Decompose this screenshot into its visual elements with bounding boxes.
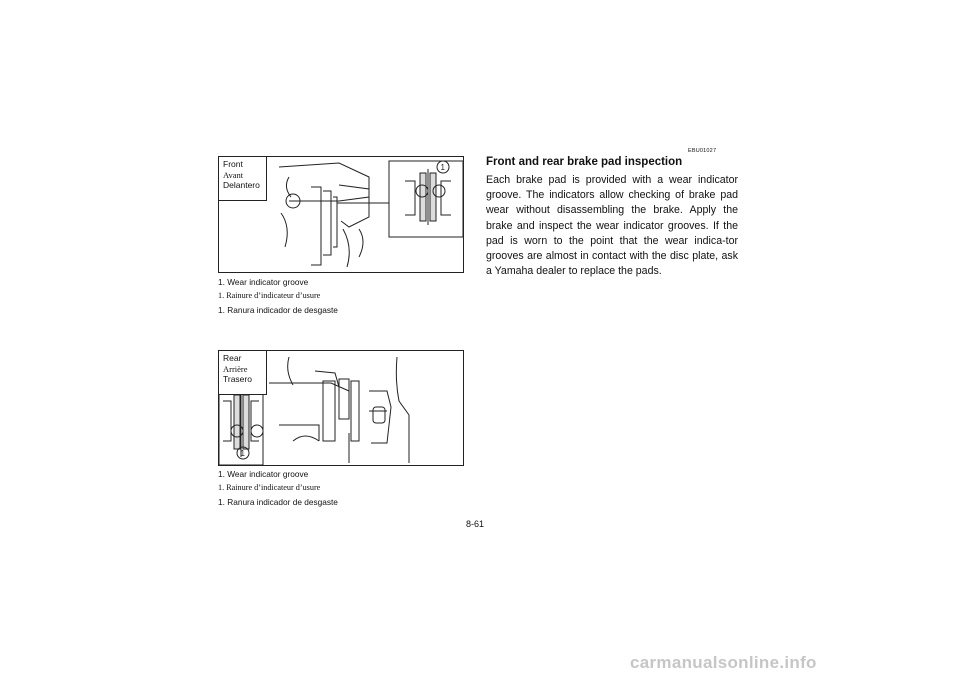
rear-figure-caption: [218, 467, 338, 509]
label-fr: Arrière: [223, 363, 248, 374]
caption-en: 1. Wear indicator groove: [218, 277, 309, 287]
caption-fr: 1. Rainure d’indicateur d’usure: [218, 483, 321, 492]
label-fr: Avant: [223, 169, 244, 180]
page-number: 8-61: [466, 519, 485, 529]
caption-es: 1. Ranura indicador de desgaste: [218, 305, 338, 315]
rear-callout-number: 1: [240, 449, 245, 458]
section-body: Each brake pad is provided with a wear indicator groove. The indicators allow checking of brake pad wear without disassembling the brake. Apply the brake and inspect the wear indicator grooves. If the pad is worn to the point that the wear indica-tor grooves are almost in contact with the disc plate, ask a Yamaha dealer to replace the pads.: [486, 174, 738, 278]
label-en: Rear: [223, 353, 242, 363]
front-figure-caption: [218, 275, 338, 317]
front-callout-number: 1: [440, 163, 445, 172]
rear-brake-figure: [218, 350, 464, 466]
label-es: Trasero: [223, 374, 252, 384]
caption-en: 1. Wear indicator groove: [218, 469, 309, 479]
front-view-label: [219, 157, 267, 201]
rear-view-label: [219, 351, 267, 395]
section-title: Front and rear brake pad inspection: [486, 156, 683, 168]
label-en: Front: [223, 159, 243, 169]
section-code: EBU01027: [688, 148, 717, 154]
caption-fr: 1. Rainure d’indicateur d’usure: [218, 291, 321, 300]
watermark-text: carmanualsonline.info: [630, 653, 817, 672]
front-brake-figure: [218, 156, 464, 273]
caption-es: 1. Ranura indicador de desgaste: [218, 497, 338, 507]
label-es: Delantero: [223, 180, 260, 190]
